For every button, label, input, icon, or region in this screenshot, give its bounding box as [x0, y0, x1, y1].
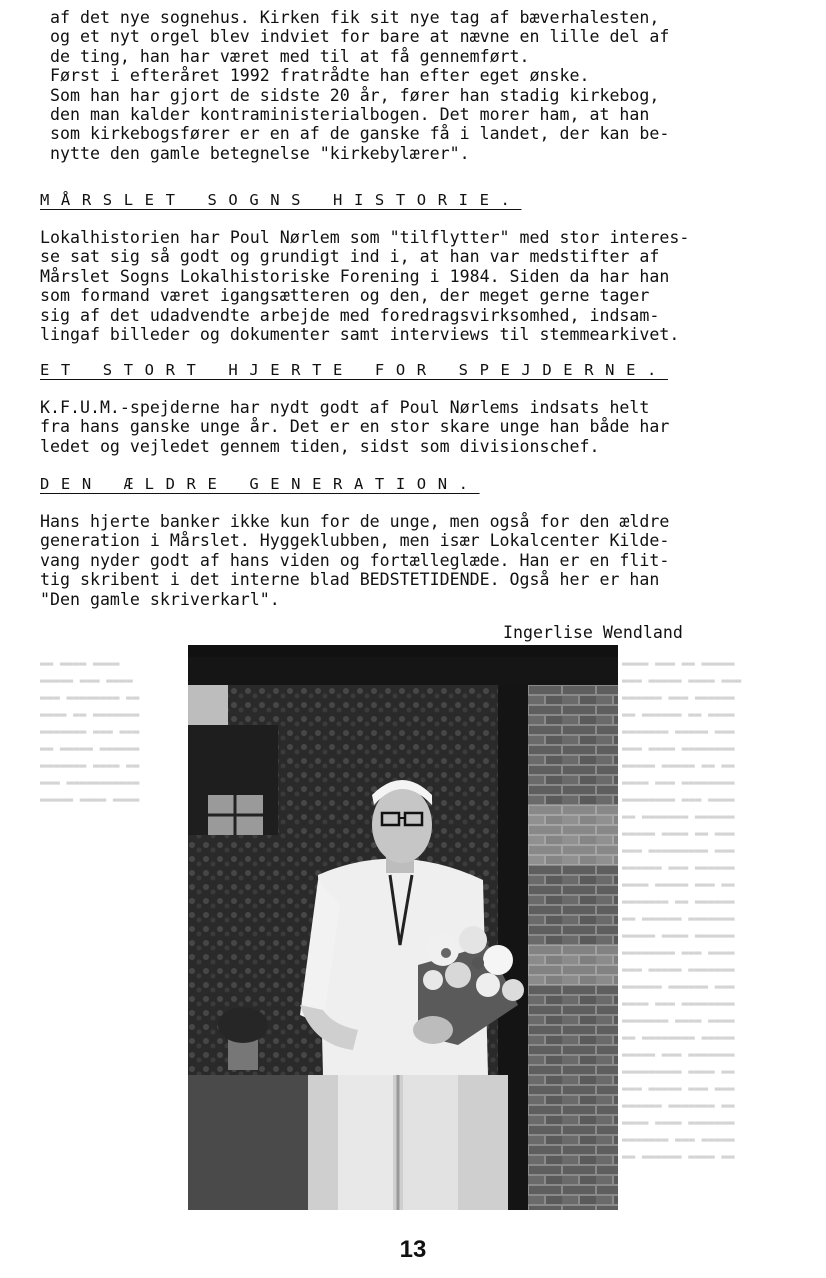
photo-illustration	[188, 645, 618, 1210]
section-heading-spejderne: ET STORT HJERTE FOR SPEJDERNE.	[40, 361, 668, 379]
author-signature: Ingerlise Wendland	[503, 623, 683, 642]
text-line: K.F.U.M.-spejderne har nydt godt af Poul Nørlems indsats helt	[40, 398, 650, 417]
text-line: Mårslet Sogns Lokalhistoriske Forening i 1984. Siden da har han	[40, 266, 670, 286]
text-line: de ting, han har været med til at få gennemført.	[40, 46, 530, 66]
text-line: lingaf billeder og dokumenter samt interviews til stemmearkivet.	[40, 325, 680, 345]
text-line: som kirkebogsfører er en af de ganske få i landet, der kan be-	[40, 124, 670, 144]
bleed-through-texture-left: ▬▬ ▬▬▬▬ ▬▬▬▬ ▬▬▬▬▬ ▬▬▬ ▬▬▬▬ ▬▬▬ ▬▬▬▬▬▬▬▬ ▬▬ ▬▬▬▬ ▬▬ ▬▬▬▬▬▬▬ ▬▬▬▬▬▬▬ ▬▬▬ ▬▬▬ ▬▬ ▬▬▬▬▬ ▬▬▬▬▬▬ ▬▬▬▬▬▬▬ ▬▬▬▬ ▬▬ ▬▬▬ ▬▬▬▬▬▬▬▬▬▬▬ ▬▬▬▬▬ ▬▬▬▬ ▬▬▬▬	[40, 657, 140, 806]
bleed-through-texture-right: ▬▬▬▬ ▬▬▬ ▬▬ ▬▬▬▬▬ ▬▬▬ ▬▬▬▬▬ ▬▬▬▬ ▬▬▬ ▬▬▬▬▬▬ ▬▬▬ ▬▬▬▬▬▬ ▬▬ ▬▬▬▬▬▬ ▬▬ ▬▬▬▬ ▬▬▬▬▬▬▬ ▬▬▬▬▬ ▬▬▬ ▬▬▬ ▬▬▬▬ ▬▬▬▬▬▬▬▬ ▬▬▬▬▬ ▬▬▬▬▬ ▬▬ ▬▬ ▬▬▬▬ ▬▬▬ ▬▬▬▬▬▬▬▬ ▬▬▬▬▬▬▬▬ ▬▬▬ ▬▬▬▬ ▬▬ ▬▬▬▬▬▬▬ ▬▬▬▬▬▬ ▬▬▬▬▬ ▬▬▬▬ ▬▬ ▬▬▬ ▬▬▬ ▬▬▬▬▬▬▬▬▬ ▬▬▬ ▬▬▬▬▬▬ ▬▬▬ ▬▬▬▬▬▬ ▬▬▬▬ ▬▬▬▬▬ ▬▬▬ ▬▬ ▬▬▬▬▬▬▬ ▬▬ ▬▬▬▬▬▬ ▬▬ ▬▬▬▬▬▬ ▬▬▬▬▬▬▬ ▬▬▬▬▬ ▬▬▬▬ ▬▬▬▬▬▬ ▬▬▬▬▬▬▬▬ ▬▬▬ ▬▬▬▬ ▬▬▬ ▬▬▬▬▬ ▬▬▬▬▬▬▬ ▬▬▬▬▬▬ ▬▬▬▬▬▬ ▬▬▬ ▬▬▬▬ ▬▬▬ ▬▬▬▬▬▬▬▬ ▬▬▬▬▬▬▬ ▬▬▬▬ ▬▬▬▬ ▬▬ ▬▬▬▬▬▬▬▬ ▬▬▬▬▬ ▬▬▬▬▬ ▬▬▬ ▬▬▬▬▬▬▬ ▬▬▬▬▬▬▬▬▬ ▬▬▬▬ ▬▬ ▬▬▬ ▬▬▬▬▬ ▬▬▬ ▬▬▬ ▬▬▬▬▬▬ ▬▬▬▬▬▬▬ ▬▬ ▬▬▬▬ ▬▬▬▬ ▬▬▬▬▬▬▬ ▬▬▬▬▬▬▬ ▬▬▬ ▬▬▬▬▬ ▬▬ ▬▬▬▬▬▬ ▬▬▬▬ ▬▬	[622, 657, 742, 1163]
section-paragraph-aeldre-generation	[40, 512, 800, 609]
section-heading-maarslet-sogns-historie: MÅRSLET SOGNS HISTORIE.	[40, 191, 522, 209]
section-paragraph-spejderne	[40, 398, 800, 456]
section-paragraph-historie	[40, 228, 800, 344]
text-line: Lokalhistorien har Poul Nørlem som "tilflytter" med stor interes-	[40, 228, 690, 247]
text-line: vang nyder godt af hans viden og fortælleglæde. Han er en flit-	[40, 550, 670, 570]
intro-paragraph	[40, 8, 800, 163]
text-line: ledet og vejledet gennem tiden, sidst som divisionschef.	[40, 436, 600, 456]
text-line: generation i Mårslet. Hyggeklubben, men især Lokalcenter Kilde-	[40, 531, 670, 551]
text-line: sig af det udadvendte arbejde med foredragsvirksomhed, indsam-	[40, 305, 660, 325]
text-line: og et nyt orgel blev indviet for bare at nævne en lille del af	[40, 27, 670, 47]
text-line: som formand været igangsætteren og den, der meget gerne tager	[40, 286, 650, 306]
section-heading-aeldre-generation: DEN ÆLDRE GENERATION.	[40, 475, 480, 493]
text-line: fra hans ganske unge år. Det er en stor skare unge han både har	[40, 417, 670, 437]
text-line: tig skribent i det interne blad BEDSTETIDENDE. Også her er han	[40, 570, 660, 590]
page-number: 13	[399, 1236, 427, 1263]
text-line: Først i efteråret 1992 fratrådte han efter eget ønske.	[40, 66, 590, 86]
text-line: se sat sig så godt og grundigt ind i, at han var medstifter af	[40, 247, 660, 267]
text-line: af det nye sognehus. Kirken fik sit nye tag af bæverhalesten,	[40, 8, 660, 27]
man-holding-flower-bouquet-photo	[188, 645, 618, 1210]
text-line: Som han har gjort de sidste 20 år, fører han stadig kirkebog,	[40, 85, 660, 105]
text-line: nytte den gamle betegnelse "kirkebylærer".	[40, 143, 470, 163]
text-line: "Den gamle skriverkarl".	[40, 589, 280, 609]
text-line: Hans hjerte banker ikke kun for de unge, men også for den ældre	[40, 512, 670, 531]
text-line: den man kalder kontraministerialbogen. Det morer ham, at han	[40, 105, 650, 125]
